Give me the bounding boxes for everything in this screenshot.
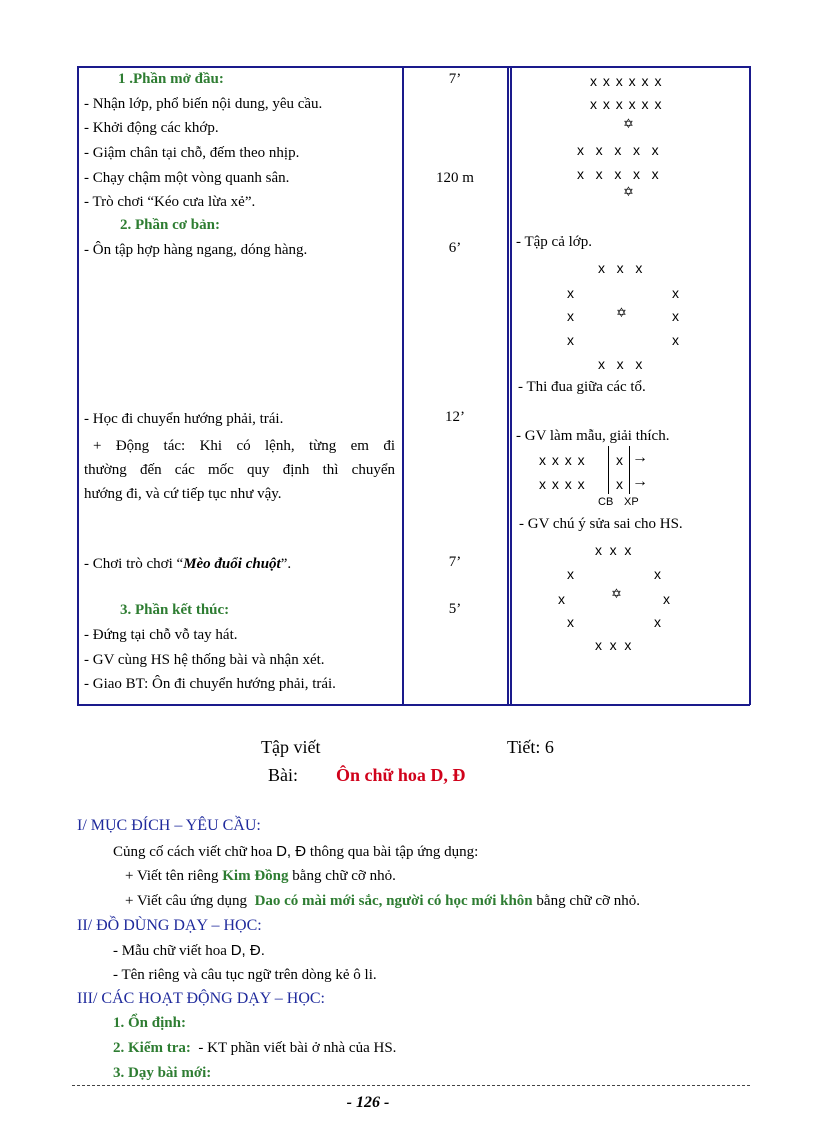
activity-3: 3. Dạy bài mới: xyxy=(113,1065,212,1081)
section-3-heading: III/ CÁC HOẠT ĐỘNG DẠY – HỌC: xyxy=(77,990,325,1007)
formation-x: x xyxy=(616,452,623,468)
period-label: Tiết: 6 xyxy=(507,737,554,757)
formation-row: x x x x xyxy=(539,476,586,492)
formation-row: x x x x x x xyxy=(590,73,663,89)
formation-row: x x x x x xyxy=(577,142,659,158)
activity-1: 1. Ổn định: xyxy=(113,1015,186,1031)
objective-line-1 xyxy=(113,844,478,860)
activity-2-text: - KT phần viết bài ở nhà của HS. xyxy=(190,1040,397,1056)
teacher-star-icon: ✡ xyxy=(611,587,622,602)
sec1-item-2: - Khởi động các khớp. xyxy=(84,120,219,136)
formation-x: x xyxy=(672,308,679,324)
sec2-item-3-line-2: thường đến các mốc quy định thì chuyển xyxy=(84,462,395,478)
objective-line-3 xyxy=(125,894,640,909)
arrow-right-icon: → xyxy=(632,473,648,490)
sec2-item-3-line-3: hướng đi, và cứ tiếp tục như vậy. xyxy=(84,486,282,502)
footer-dashed-rule xyxy=(72,1085,750,1086)
formation-x: x xyxy=(654,614,661,630)
time-3: 6’ xyxy=(448,240,462,256)
formation-x: x xyxy=(654,566,661,582)
org-gv-lam-mau: - GV làm mẫu, giải thích. xyxy=(516,428,670,444)
sec2-item-3 xyxy=(84,434,395,506)
sec1-item-4: - Chạy chậm một vòng quanh sân. xyxy=(84,170,290,186)
materials-line-2: - Tên riêng và câu tục ngữ trên dòng kẻ ô li. xyxy=(113,967,377,983)
activity-2-label: 2. Kiểm tra: xyxy=(113,1040,191,1056)
sec2-game-name: Mèo đuổi chuột xyxy=(183,556,281,572)
table-border-right xyxy=(749,66,751,705)
objective-1-c: thông qua bài tập ứng dụng: xyxy=(306,844,479,860)
sec2-game-prefix: - Chơi trò chơi “ xyxy=(84,556,184,572)
table-divider-1 xyxy=(402,66,404,705)
turn-label: XP xyxy=(624,496,639,508)
sec2-item-1: - Ôn tập hợp hàng ngang, dóng hàng. xyxy=(84,242,308,258)
formation-row: x x x xyxy=(598,260,643,276)
objective-line-2 xyxy=(125,869,396,884)
sec2-item-2: - Học đi chuyển hướng phải, trái. xyxy=(84,411,284,427)
sec1-item-3: - Giậm chân tại chỗ, đếm theo nhịp. xyxy=(84,145,300,161)
materials-1-b: D, Đ. xyxy=(230,942,265,959)
teacher-star-icon: ✡ xyxy=(623,117,634,132)
formation-row: x x x x xyxy=(539,452,586,468)
formation-row: x x x x x x xyxy=(590,96,663,112)
table-border-top xyxy=(77,66,750,68)
formation-x: x xyxy=(567,332,574,348)
formation-x: x xyxy=(558,591,565,607)
table-divider-2a xyxy=(507,66,509,705)
objective-3-a: + Viết câu ứng dụng xyxy=(125,893,255,909)
turn-line xyxy=(629,446,630,494)
sec2-game xyxy=(84,557,291,572)
teacher-star-icon: ✡ xyxy=(623,185,634,200)
section-1-title: 1 .Phần mở đầu: xyxy=(118,71,224,87)
materials-1-a: - Mẫu chữ viết hoa xyxy=(113,943,231,959)
time-4: 12’ xyxy=(445,409,465,425)
formation-x: x xyxy=(672,285,679,301)
section-2-title: 2. Phần cơ bản: xyxy=(120,217,220,233)
page-number: - 126 - xyxy=(346,1094,390,1111)
formation-row: x x x xyxy=(595,542,631,558)
formation-x: x xyxy=(567,566,574,582)
subject-label: Tập viết xyxy=(261,737,321,757)
objective-2-b: Kim Đồng xyxy=(222,868,289,884)
org-gv-chu-y: - GV chú ý sửa sai cho HS. xyxy=(519,516,683,532)
formation-row: x x x xyxy=(595,637,631,653)
sec2-item-3-line-1: + Động tác: Khi có lệnh, từng em đi xyxy=(93,438,395,454)
time-6: 5’ xyxy=(448,601,462,617)
formation-x: x xyxy=(567,308,574,324)
sec1-item-1: - Nhận lớp, phổ biến nội dung, yêu cầu. xyxy=(84,96,323,112)
formation-x: x xyxy=(567,285,574,301)
sec1-item-5: - Trò chơi “Kéo cưa lừa xẻ”. xyxy=(84,194,256,210)
org-thi-dua: - Thi đua giữa các tổ. xyxy=(518,379,646,395)
sec3-item-3: - Giao BT: Ôn đi chuyển hướng phải, trái. xyxy=(84,676,336,692)
formation-x: x xyxy=(616,476,623,492)
time-2: 120 m xyxy=(436,170,474,186)
sec2-game-suffix: ”. xyxy=(280,556,292,572)
objective-2-c: bằng chữ cỡ nhỏ. xyxy=(288,868,396,884)
time-1: 7’ xyxy=(448,71,462,87)
time-5: 7’ xyxy=(448,554,462,570)
lesson-title: Ôn chữ hoa D, Đ xyxy=(336,765,466,785)
lesson-label: Bài: xyxy=(268,765,298,785)
formation-x: x xyxy=(567,614,574,630)
arrow-right-icon: → xyxy=(632,449,648,466)
teacher-star-icon: ✡ xyxy=(616,306,627,321)
objective-2-a: + Viết tên riêng xyxy=(125,868,223,884)
start-line xyxy=(608,446,609,494)
formation-row: x x x xyxy=(598,356,643,372)
objective-3-b: Dao có mài mới sắc, người có học mới khôn xyxy=(254,893,533,909)
section-3-title: 3. Phần kết thúc: xyxy=(120,602,230,618)
table-border-left xyxy=(77,66,79,705)
section-1-heading: I/ MỤC ĐÍCH – YÊU CẦU: xyxy=(77,817,261,834)
formation-x: x xyxy=(672,332,679,348)
formation-x: x xyxy=(663,591,670,607)
sec3-item-2: - GV cùng HS hệ thống bài và nhận xét. xyxy=(84,652,325,668)
sec3-item-1: - Đứng tại chỗ vỗ tay hát. xyxy=(84,627,238,643)
section-2-heading: II/ ĐỒ DÙNG DẠY – HỌC: xyxy=(77,917,262,934)
start-label: CB xyxy=(598,496,614,508)
table-border-bottom xyxy=(77,704,750,706)
activity-2 xyxy=(113,1041,396,1056)
table-divider-2b xyxy=(510,66,512,705)
objective-1-b: D, Đ xyxy=(276,843,307,860)
formation-row: x x x x x xyxy=(577,166,659,182)
objective-1-a: Củng cố cách viết chữ hoa xyxy=(113,844,277,860)
materials-line-1 xyxy=(113,943,265,959)
objective-3-c: bằng chữ cỡ nhỏ. xyxy=(532,893,640,909)
org-tap-ca-lop: - Tập cả lớp. xyxy=(516,234,592,250)
